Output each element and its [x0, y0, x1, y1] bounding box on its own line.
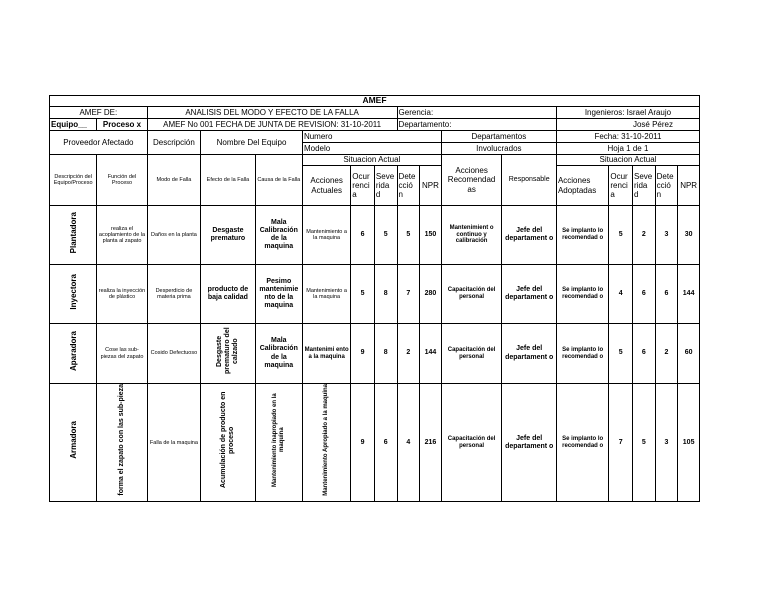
ocurrencia-cell: 5 — [351, 265, 375, 324]
deteccion2-cell: 3 — [655, 384, 678, 502]
npr2-cell: 60 — [678, 324, 700, 384]
col-npr-2: NPR — [678, 166, 700, 206]
npr2-cell: 105 — [678, 384, 700, 502]
funcion-cell: Cose las sub-piezas del zapato — [97, 324, 147, 384]
severidad-cell: 6 — [374, 384, 397, 502]
col-ocurrencia-2: Ocur renci a — [609, 166, 633, 206]
severidad2-cell: 2 — [633, 206, 656, 265]
col-severidad: Seve rida d — [374, 166, 397, 206]
npr-cell: 280 — [420, 265, 442, 324]
ingenieros-label: Ingenieros: Israel Araujo — [556, 107, 699, 119]
npr-cell: 150 — [420, 206, 442, 265]
proveedor-afectado: Proveedor Afectado — [50, 131, 148, 155]
deteccion2-cell: 3 — [655, 206, 678, 265]
fecha-label: Fecha: 31-10-2011 — [556, 131, 699, 143]
col-causa: Causa de la Falla — [255, 155, 302, 206]
npr2-cell: 30 — [678, 206, 700, 265]
ocurrencia2-cell: 5 — [609, 324, 633, 384]
situacion-actual: Situacion Actual — [302, 155, 441, 166]
col-ocurrencia: Ocur renci a — [351, 166, 375, 206]
efecto-cell: producto de baja calidad — [201, 265, 256, 324]
deteccion-cell: 4 — [397, 384, 420, 502]
col-npr: NPR — [420, 166, 442, 206]
analysis-title: ANALISIS DEL MODO Y EFECTO DE LA FALLA — [147, 107, 397, 119]
causa-cell: Pesimo mantenimie nto de la maquina — [255, 265, 302, 324]
responsable-cell: Jefe del departament o — [502, 206, 557, 265]
recomendadas-cell: Capacitación del personal — [441, 324, 502, 384]
npr2-cell: 144 — [678, 265, 700, 324]
equipo-label: Equipo__ — [50, 119, 97, 131]
acciones-cell: Mantenimi ento a la maquina — [302, 324, 350, 384]
descripcion-header: Descripción — [147, 131, 200, 155]
severidad2-cell: 5 — [633, 384, 656, 502]
ocurrencia-cell: 9 — [351, 324, 375, 384]
adoptadas-cell: Se implanto lo recomendad o — [556, 384, 608, 502]
recomendadas-cell: Capacitación del personal — [441, 265, 502, 324]
acciones-cell: Mantenimiento a la maquina — [302, 265, 350, 324]
efecto-cell: Acumulación de producto en proceso — [219, 391, 235, 489]
departamento-label: Departamento: — [397, 119, 556, 131]
col-efecto: Efecto de la Falla — [201, 155, 256, 206]
col-acciones-recomendadas: Acciones Recomendad as — [441, 155, 502, 206]
amef-table — [49, 95, 700, 502]
responsable-cell: Jefe del departament o — [502, 384, 557, 502]
modo-cell: Desperdicio de materia prima — [147, 265, 200, 324]
table-row — [50, 384, 700, 502]
table-row — [50, 324, 700, 384]
col-funcion: Función del Proceso — [97, 155, 147, 206]
adoptadas-cell: Se implanto lo recomendad o — [556, 265, 608, 324]
funcion-cell: realiza la inyección de plástico — [97, 265, 147, 324]
table-row — [50, 265, 700, 324]
severidad-cell: 5 — [374, 206, 397, 265]
col-desc-equipo: Descripción del Equipo/Proceso — [50, 155, 97, 206]
numero-label: Numero — [302, 131, 441, 143]
npr-cell: 144 — [420, 324, 442, 384]
col-severidad-2: Seve rida d — [633, 166, 656, 206]
ocurrencia2-cell: 7 — [609, 384, 633, 502]
responsable-cell: Jefe del departament o — [502, 265, 557, 324]
severidad-cell: 8 — [374, 324, 397, 384]
col-acciones-adoptadas: Acciones Adoptadas — [556, 166, 608, 206]
deteccion-cell: 2 — [397, 324, 420, 384]
amef-number: AMEF No 001 FECHA DE JUNTA DE REVISION: 31-10-2011 — [147, 119, 397, 131]
amef-de-label: AMEF DE: — [50, 107, 148, 119]
modelo-label: Modelo — [302, 143, 441, 155]
col-deteccion: Dete cció n — [397, 166, 420, 206]
equipo-name: Armadora — [68, 421, 78, 459]
efecto-cell: Desgaste prematuro — [201, 206, 256, 265]
funcion-cell: realiza el acoplamiento de la planta al zapato — [97, 206, 147, 265]
situacion-actual-2: Situacion Actual — [556, 155, 699, 166]
engineer-jose: José Pérez — [556, 119, 699, 131]
table-row — [50, 206, 700, 265]
modo-cell: Daños en la planta — [147, 206, 200, 265]
deteccion2-cell: 6 — [655, 265, 678, 324]
npr-cell: 216 — [420, 384, 442, 502]
col-deteccion-2: Dete cció n — [655, 166, 678, 206]
acciones-cell: Mantenimiento a la maquina — [302, 206, 350, 265]
proceso-label: Proceso x — [97, 119, 147, 131]
deteccion-cell: 5 — [397, 206, 420, 265]
equipo-name: Plantadora — [68, 211, 78, 253]
table-title: AMEF — [50, 96, 700, 107]
deteccion-cell: 7 — [397, 265, 420, 324]
departamentos-label: Departamentos — [441, 131, 556, 143]
responsable-cell: Jefe del departament o — [502, 324, 557, 384]
gerencia-label: Gerencia: — [397, 107, 556, 119]
ocurrencia2-cell: 5 — [609, 206, 633, 265]
hoja-label: Hoja 1 de 1 — [556, 143, 699, 155]
severidad-cell: 8 — [374, 265, 397, 324]
col-responsable: Responsable — [502, 155, 557, 206]
recomendadas-cell: Capacitación del personal — [441, 384, 502, 502]
modo-cell: Cosido Defectuoso — [147, 324, 200, 384]
equipo-name: Inyectora — [68, 273, 78, 310]
funcion-cell: forma el zapato con las sub-pieza — [117, 384, 125, 496]
causa-cell: Mala Calibración de la maquina — [255, 324, 302, 384]
col-acciones-actuales: Acciones Actuales — [302, 166, 350, 206]
equipo-name: Aparadora — [68, 330, 78, 371]
modo-cell: Falla de la maquina — [147, 384, 200, 502]
efecto-cell: Desgaste prematuro del calzado — [215, 327, 239, 375]
ocurrencia2-cell: 4 — [609, 265, 633, 324]
ocurrencia-cell: 9 — [351, 384, 375, 502]
severidad2-cell: 6 — [633, 324, 656, 384]
acciones-cell: Mantenimiento Apropiado a la maquina — [323, 384, 330, 496]
causa-cell: Mantenimiento inapropiado en la maquina — [271, 393, 285, 487]
causa-cell: Mala Calibración de la maquina — [255, 206, 302, 265]
severidad2-cell: 6 — [633, 265, 656, 324]
involucrados-label: Involucrados — [441, 143, 556, 155]
ocurrencia-cell: 6 — [351, 206, 375, 265]
deteccion2-cell: 2 — [655, 324, 678, 384]
adoptadas-cell: Se implanto lo recomendad o — [556, 206, 608, 265]
adoptadas-cell: Se implanto lo recomendad o — [556, 324, 608, 384]
recomendadas-cell: Mantenimient o continuo y calibración — [441, 206, 502, 265]
nombre-equipo-header: Nombre Del Equipo — [201, 131, 303, 155]
col-modo: Modo de Falla — [147, 155, 200, 206]
